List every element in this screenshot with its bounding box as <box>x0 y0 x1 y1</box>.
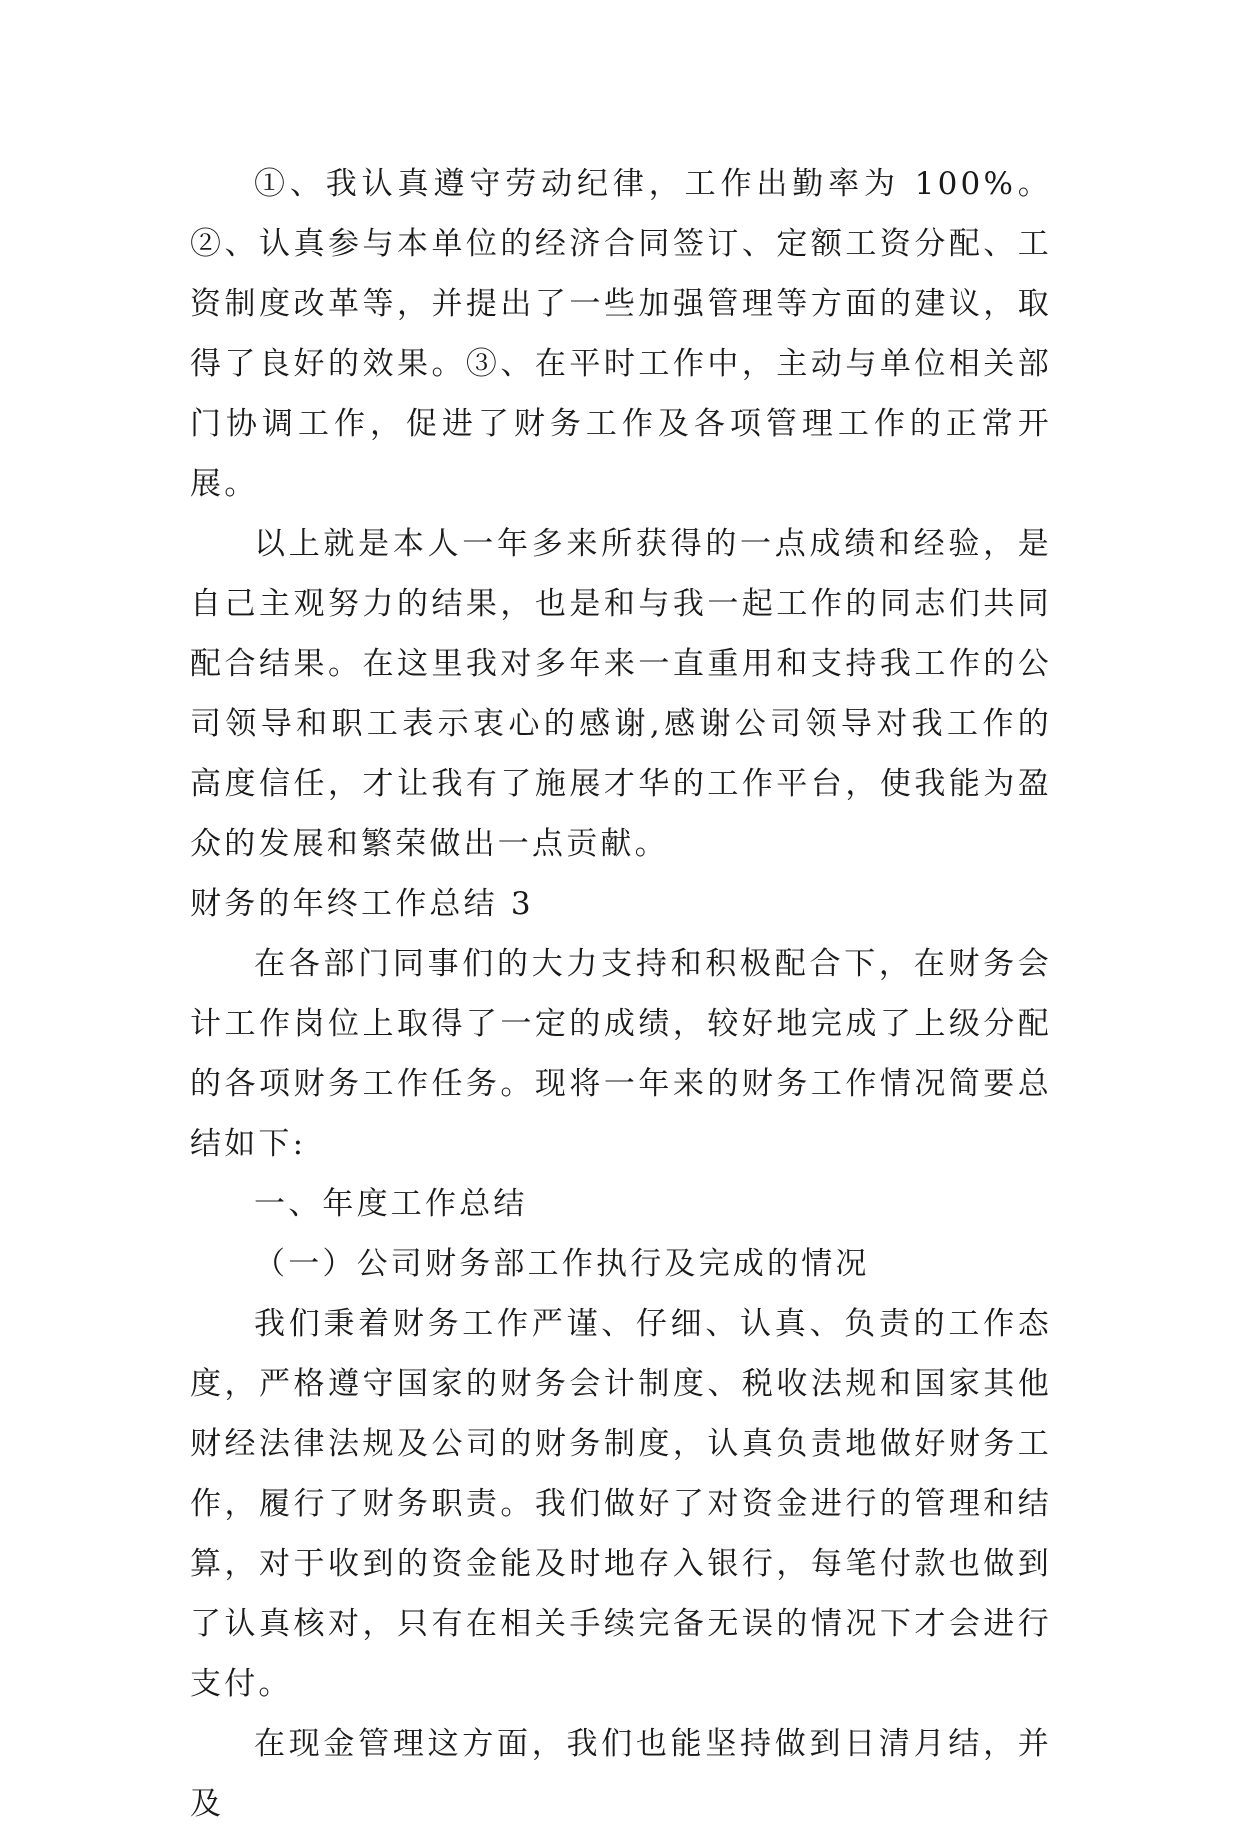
heading-annual-summary: 一、年度工作总结 <box>254 1186 528 1222</box>
document-page <box>190 154 1052 1834</box>
paragraph-thanks: 以上就是本人一年多来所获得的一点成绩和经验，是自己主观努力的结果，也是和与我一起工作的同志们共同配合结果。在这里我对多年来一直重用和支持我工作的公司领导和职工表示衷心的感谢,感谢公司领导对我工作的高度信任，才让我有了施展才华的工作平台，使我能为盈众的发展和繁荣做出一点贡献。 <box>190 526 1052 862</box>
paragraph-intro: 在各部门同事们的大力支持和积极配合下，在财务会计工作岗位上取得了一定的成绩，较好地完成了上级分配的各项财务工作任务。现将一年来的财务工作情况简要总结如下: <box>190 946 1052 1162</box>
paragraph-work-discipline: ①、我认真遵守劳动纪律，工作出勤率为 100%。②、认真参与本单位的经济合同签订、定额工资分配、工资制度改革等，并提出了一些加强管理等方面的建议，取得了良好的效果。③、在平时工作中，主动与单位相关部门协调工作，促进了财务工作及各项管理工作的正常开展。 <box>190 166 1052 502</box>
paragraph-work-attitude: 我们秉着财务工作严谨、仔细、认真、负责的工作态度，严格遵守国家的财务会计制度、税收法规和国家其他财经法律法规及公司的财务制度，认真负责地做好财务工作，履行了财务职责。我们做好了对资金进行的管理和结算，对于收到的资金能及时地存入银行，每笔付款也做到了认真核对，只有在相关手续完备无误的情况下才会进行支付。 <box>190 1306 1052 1702</box>
paragraph-cash-management: 在现金管理这方面，我们也能坚持做到日清月结，并及 <box>190 1726 1052 1822</box>
heading-finance-dept-execution: （一）公司财务部工作执行及完成的情况 <box>254 1246 870 1282</box>
section-title: 财务的年终工作总结 3 <box>190 886 534 922</box>
